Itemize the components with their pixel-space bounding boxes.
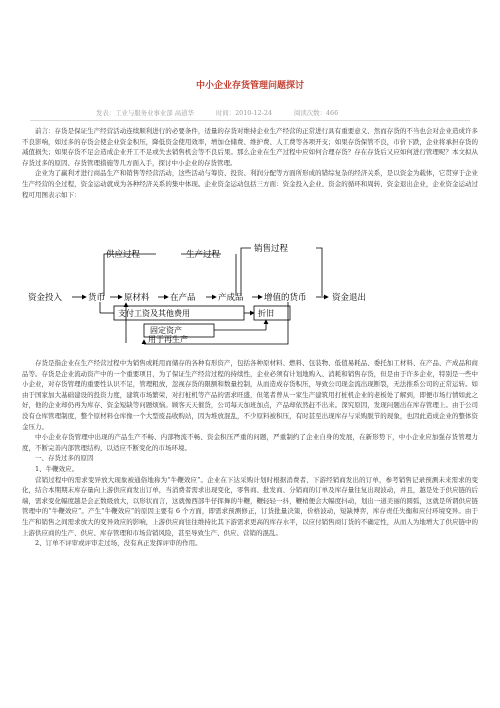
article-source: 发表：工业与服务业事业部 高道华 bbox=[96, 109, 194, 117]
article-meta bbox=[96, 108, 476, 117]
article-reads: 阅读次数：466 bbox=[294, 109, 339, 117]
intro-section bbox=[22, 126, 478, 200]
subsection-heading: 1、牛鞭效应。 bbox=[35, 464, 79, 473]
intro-paragraph: 企业为了赢利才进行商品生产和销售等经营活动，这些活动与筹资、投资、利润分配等方面所形成的错综复杂的经济关系，是以资金为载体，它贯穿于企业生产经营的全过程，资金运动就成为各种经济关系的集中体现。企业资金运动包括三方面：资金投入企业、资金的循环和周转、资金退出企业，企业资金运动过程可用图表示如下： bbox=[22, 169, 478, 199]
label-depreciation: 折旧 bbox=[258, 309, 274, 318]
production-bracket bbox=[181, 254, 236, 296]
section-heading: 一、存货过多的原因 bbox=[35, 454, 94, 463]
body-paragraph: 中小企业存货管理中出现的产品生产不畅、内部物流不畅、资金积压严重的问题，严重制约了企业自身的发展，在新形势下，中小企业应加强存货管理力度，不断完善内部管理结构，以适应不断变化的市场环境。 bbox=[22, 433, 478, 452]
label-production-process: 生产过程 bbox=[186, 250, 221, 260]
flow-node-capital-in: 资金投入 bbox=[28, 293, 63, 303]
intro-paragraph: 前言：存货是保证生产经营活动连续顺利进行的必要条件，适量的存货对维持企业生产经营的正常进行具有重要意义、然而存货的不当也会对企业造成许多不良影响，如过多的存货会使企业资金积压，降低资金使用效率，增加仓储费、维护费、人工费等各项开支；如果存货保管不良，市价下跌，企业将承担存货的减值损失；如果存货不足会造成企业开工不足或失去销售机会等不良后果。那么企业在生产过程中应如何合理存货？存在存货后又应如何进行管理呢？本文拟从存货过多的原因、存货管理措施等几方面入手，探讨中小企业的存货管理。 bbox=[22, 127, 478, 167]
flow-node-value-added-money: 增值的货币 bbox=[264, 293, 307, 303]
label-fixed-assets: 固定资产 bbox=[150, 326, 182, 335]
body-paragraph: 营销过程中的需求变异放大现象被通俗地称为“牛鞭效应”。企业在下达采购计划时根据消费者、下游经销商发出的订单，参考销售记录预测未来需求的变化，结合本期期末库存量向上游供应商发出订单，当消费者需求出现变化，零售商、批发商、分销商的订单及库存量往复出现波动，并且，越是处于供应链的后端，需求变化幅度越是会正数级放大，以形状而言，这就像西部牛仔挥舞的牛鞭，鞭轻轻一抖，鞭梢便会大幅度抖动，划出一道美丽的圆弧，这就是所谓供应链管理中的“牛鞭效应”。产生“牛鞭效应”的原因主要有 6 个方面，即需求预测修正，订货批量决策，价格波动，短缺博弈，库存责任失衡和应付环境变异。由于生产和销售之间需求放大的变异效应的影响，上游供应商往往维持比其下游需求更高的库存水平，以应付销售商订货的不确定性，从而人为地增大了供应链中的上游供应商的生产、供应、库存管理和市场营销风险，甚至导致生产、供应、营销的混乱。 bbox=[22, 475, 478, 537]
capital-flow-diagram bbox=[26, 232, 406, 352]
flow-node-raw-materials: 原材料 bbox=[124, 293, 150, 303]
flow-node-finished-goods: 产成品 bbox=[218, 293, 244, 303]
article-time: 时间：2010-12-24 bbox=[215, 109, 272, 117]
label-reproduction: 用于再生产 bbox=[148, 335, 188, 344]
supply-bracket bbox=[104, 254, 156, 296]
flow-node-capital-out: 资金退出 bbox=[332, 293, 367, 303]
label-wages: 支付工资及其他费用 bbox=[118, 309, 190, 318]
subsection-heading: 2、订单不评审或评审走过场，没有真正发挥评审的作用。 bbox=[35, 539, 202, 548]
meta-divider bbox=[30, 120, 470, 121]
label-sales-process: 销售过程 bbox=[254, 244, 289, 254]
label-supply-process: 供应过程 bbox=[106, 250, 141, 260]
flow-node-wip: 在产品 bbox=[170, 293, 196, 303]
sales-bracket bbox=[241, 248, 322, 296]
body-section bbox=[22, 358, 478, 549]
flow-node-money: 货币 bbox=[88, 293, 106, 303]
body-paragraph: 存货是指企业在生产经营过程中为销售或耗用而储存的各种有形资产，包括各种原材料、燃料、包装物、低值易耗品、委托加工材料、在产品、产成品和商品等。存货是企业流动资产中的一个重要项目，为了保证生产经营过程的持续性，企业必须有计划地购入、消耗和销售存货，但是由于许多企业，特别是一些中小企业，对存货管理的重要性认识不足，管理粗放，忽视存货的限额和数量控制，从而造成存货积压，导致公司现金流出现断裂，无法推系公司的正常运转。如由于国家加大基础建设的投资力度，建筑市场繁荣，对打桩机等产品的需求旺盛，但笔者曾从一家生产建筑用打桩机企业的老板处了解到，即便市场行情如此之好，他的企业却仍再为库存、资金短缺等问题烦恼。顾客天天催货，公司每天加班加点，产品却依然赶不出来。深究原因，发现问题出在库存管理上。由于公司没有仓库管理制度，整个原材料仓库像一个大型废品收购站，因为堆放混乱，不少原料被积压，有时甚至出现库存与采购脱节的现象，也因此造成企业的整体资金压力。 bbox=[22, 359, 478, 431]
article-title: 中小企业存货管理问题探讨 bbox=[195, 81, 304, 91]
capital-flow-svg bbox=[26, 232, 406, 352]
